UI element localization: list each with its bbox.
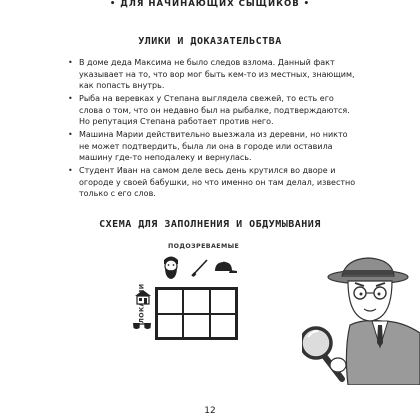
detective-with-magnifier-icon <box>302 255 420 385</box>
clue-item: • Рыба на веревках у Степана выглядела свежей, то есть его слова о том, что он недавно был на рыбалке, подтверждаются. Но репутация Степана работает против него. <box>68 93 360 128</box>
bearded-man-icon <box>160 254 182 280</box>
grid-cell[interactable] <box>157 289 183 314</box>
clues-list <box>68 57 360 201</box>
fishing-rod-icon <box>189 258 209 278</box>
scheme-title: СХЕМА ДЛЯ ЗАПОЛНЕНИЯ И ОБДУМЫВАНИЯ <box>99 219 321 230</box>
deduction-grid <box>155 287 238 340</box>
clue-item: • Студент Иван на самом деле весь день крутился во дворе и огороде у своей бабушки, но что именно он там делал, известно только с его слов. <box>68 165 360 200</box>
grid-cell[interactable] <box>183 314 209 339</box>
clue-item: • В доме деда Максима не было следов взлома. Данный факт указывает на то, что вор мог быть кем-то из местных, знающим, как попасть внутрь. <box>68 57 360 92</box>
page-number: 12 <box>204 406 216 416</box>
house-icon <box>134 289 152 305</box>
clues-title: УЛИКИ И ДОКАЗАТЕЛЬСТВА <box>138 36 282 47</box>
grid-cell[interactable] <box>157 314 183 339</box>
clue-item: • Машина Марии действительно выезжала из деревни, но никто не может подтвердить, была ли она в городе или оставила машину где-то неподалеку и вернулась. <box>68 129 360 164</box>
grid-cell[interactable] <box>183 289 209 314</box>
suspects-label: ПОДОЗРЕВАЕМЫЕ <box>168 243 240 250</box>
cap-icon <box>212 260 238 276</box>
grid-cell[interactable] <box>210 314 236 339</box>
running-header: • ДЛЯ НАЧИНАЮЩИХ СЫЩИКОВ • <box>109 0 311 9</box>
sunglasses-icon <box>132 321 152 331</box>
grid-cell[interactable] <box>210 289 236 314</box>
